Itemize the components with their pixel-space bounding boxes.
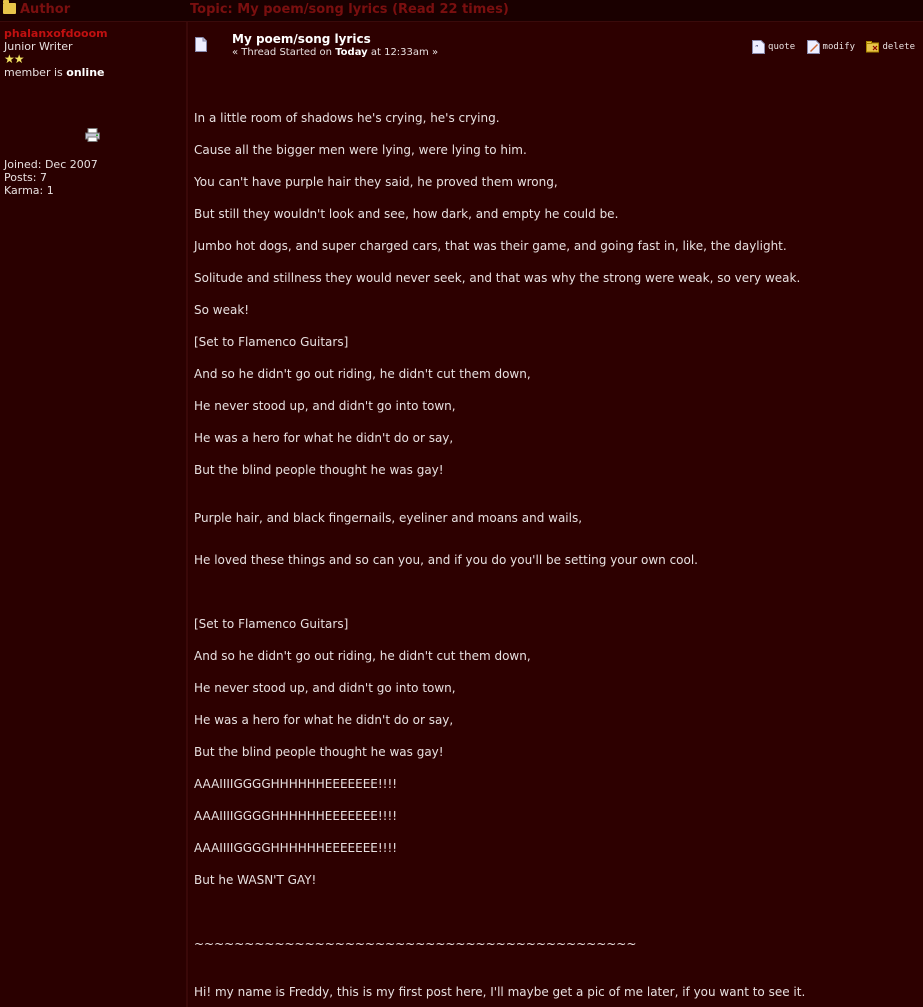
post-line: You can't have purple hair they said, he proved them wrong, <box>194 175 558 189</box>
post-count: Posts: 7 <box>4 171 47 184</box>
online-status <box>4 66 105 79</box>
post-line: And so he didn't go out riding, he didn't cut them down, <box>194 649 531 663</box>
author-column-header <box>3 2 70 17</box>
username-link[interactable]: phalanxofdooom <box>4 27 108 40</box>
post-title: My poem/song lyrics <box>232 32 371 46</box>
post-line: So weak! <box>194 303 250 317</box>
delete-label: delete <box>882 42 915 52</box>
rank-stars-icon: ★★ <box>4 52 24 66</box>
table-header <box>0 0 923 22</box>
post-line: He was a hero for what he didn't do or say, <box>194 431 454 445</box>
post-line: AAAIIIIGGGGHHHHHHEEEEEEE!!!! <box>194 809 398 823</box>
post-line: Jumbo hot dogs, and super charged cars, that was their game, and going fast in, like, the daylight. <box>194 239 787 253</box>
delete-button[interactable] <box>866 40 915 54</box>
quote-button[interactable] <box>752 40 795 54</box>
timestamp-day: Today <box>335 47 368 58</box>
timestamp-prefix: « Thread Started on <box>232 47 336 58</box>
status-prefix: member is <box>4 66 67 79</box>
post-actions <box>746 40 915 57</box>
author-sidebar <box>0 22 188 1007</box>
post-line: But the blind people thought he was gay! <box>194 745 444 759</box>
post-line: Cause all the bigger men were lying, were lying to him. <box>194 143 527 157</box>
svg-text:”: ” <box>755 44 759 52</box>
delete-folder-icon <box>866 40 879 54</box>
modify-button[interactable] <box>807 40 856 54</box>
post-line: He never stood up, and didn't go into town, <box>194 681 456 695</box>
modify-label: modify <box>822 42 856 52</box>
status-value: online <box>66 66 105 79</box>
post-line: Hi! my name is Freddy, this is my first post here, I'll maybe get a pic of me later, if you want to see it. <box>194 985 806 999</box>
joined-date: Joined: Dec 2007 <box>4 158 98 171</box>
post-line: He never stood up, and didn't go into town, <box>194 399 456 413</box>
post-line: But the blind people thought he was gay! <box>194 463 444 477</box>
user-stats <box>4 158 98 197</box>
document-icon <box>195 37 207 52</box>
folder-icon <box>3 3 16 14</box>
printer-icon[interactable] <box>85 128 100 142</box>
post-line: In a little room of shadows he's crying, he's crying. <box>194 111 500 125</box>
karma: Karma: 1 <box>4 184 54 197</box>
post-line: [Set to Flamenco Guitars] <box>194 617 349 631</box>
quote-label: quote <box>768 42 796 52</box>
post-timestamp <box>232 47 438 58</box>
post-area <box>189 22 923 1007</box>
post-line: [Set to Flamenco Guitars] <box>194 335 349 349</box>
post-line: He loved these things and so can you, and if you do you'll be setting your own cool. <box>194 553 698 567</box>
timestamp-suffix: at 12:33am » <box>367 47 439 58</box>
post-line: AAAIIIIGGGGHHHHHHEEEEEEE!!!! <box>194 841 398 855</box>
quote-icon <box>752 40 765 54</box>
pencil-icon <box>807 40 820 54</box>
topic-header: Topic: My poem/song lyrics (Read 22 times) <box>190 2 509 17</box>
user-rank: Junior Writer <box>4 40 73 53</box>
post-line: Purple hair, and black fingernails, eyeliner and moans and wails, <box>194 511 583 525</box>
post-line: And so he didn't go out riding, he didn't cut them down, <box>194 367 531 381</box>
post-line: But still they wouldn't look and see, how dark, and empty he could be. <box>194 207 619 221</box>
post-line: He was a hero for what he didn't do or say, <box>194 713 454 727</box>
post-line: Solitude and stillness they would never seek, and that was why the strong were weak, so very weak. <box>194 271 801 285</box>
post-line: ~~~~~~~~~~~~~~~~~~~~~~~~~~~~~~~~~~~~~~~~~~~~ <box>194 937 637 951</box>
author-header-label: Author <box>20 2 71 17</box>
post-line: But he WASN'T GAY! <box>194 873 317 887</box>
post-line: AAAIIIIGGGGHHHHHHEEEEEEE!!!! <box>194 777 398 791</box>
